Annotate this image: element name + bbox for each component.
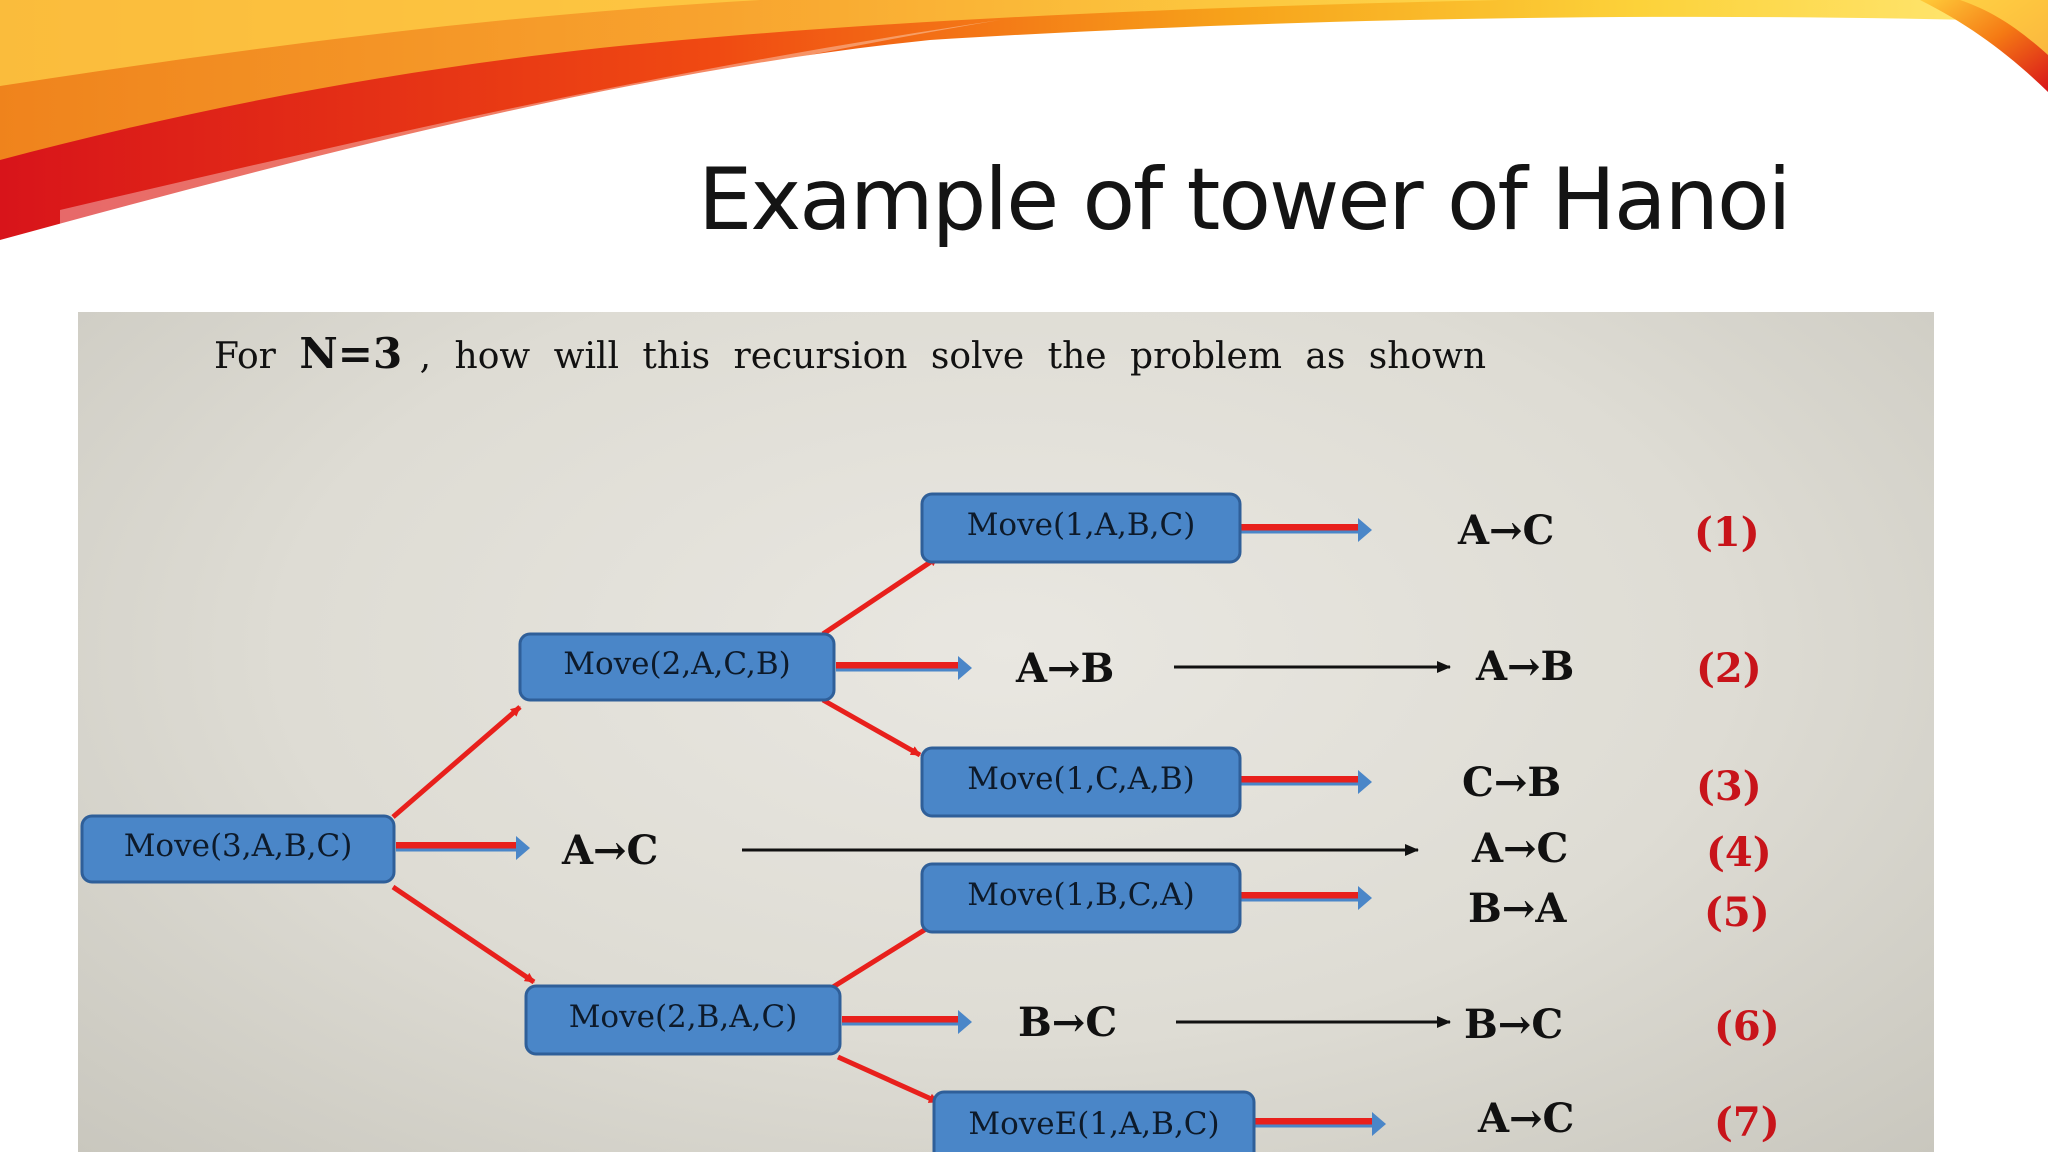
node-label: MoveE(1,A,B,C)	[968, 1106, 1220, 1142]
step-move: B→A	[1468, 885, 1567, 932]
node-move-1-b-c-a	[922, 864, 1240, 932]
arrow-m1abc	[1238, 518, 1372, 542]
node-move-2-a-c-b	[520, 634, 834, 700]
direct-move-ab: A→B	[1016, 645, 1115, 692]
node-move-1-a-b-c	[922, 494, 1240, 562]
step-move: A→C	[1478, 1095, 1575, 1142]
arrow-m2acb	[836, 656, 972, 680]
diagram-heading	[214, 329, 1486, 378]
step-move: A→C	[1458, 507, 1555, 554]
direct-move-ac: A→C	[562, 827, 659, 874]
node-label: Move(2,B,A,C)	[568, 999, 798, 1035]
node-move-2-b-a-c	[526, 986, 840, 1054]
arrow-m2bac	[842, 1010, 972, 1034]
node-label: Move(3,A,B,C)	[123, 828, 353, 864]
step-number: (1)	[1694, 509, 1760, 556]
step-move: A→C	[1472, 825, 1569, 872]
edge-m2bac-to-m1abc2	[838, 1057, 938, 1102]
step-number: (4)	[1706, 829, 1772, 876]
direct-move-bc: B→C	[1018, 999, 1118, 1046]
heading-rest: , how will this recursion solve the problem as shown	[419, 336, 1487, 377]
edge-m3-to-m2bac	[393, 887, 534, 982]
arrow-m3	[396, 836, 530, 860]
step-number: (3)	[1696, 763, 1762, 810]
node-label: Move(1,C,A,B)	[967, 761, 1195, 797]
recursion-tree-diagram	[78, 312, 1934, 1152]
node-move-3-a-b-c	[82, 816, 394, 882]
node-label: Move(1,A,B,C)	[966, 507, 1196, 543]
step-move: B→C	[1464, 1001, 1564, 1048]
carry-arrows	[742, 667, 1450, 1022]
edge-m2bac-to-m1bca	[833, 924, 934, 987]
node-label: Move(1,B,C,A)	[967, 877, 1195, 913]
node-move-1-c-a-b	[922, 748, 1240, 816]
step-move: A→B	[1476, 643, 1575, 690]
step-list	[1457, 507, 1780, 1146]
step-number: (6)	[1714, 1003, 1780, 1050]
arrow-m1bca	[1238, 886, 1372, 910]
edge-m2acb-to-m1cab	[823, 700, 920, 755]
slide-title: Example of tower of Hanoi	[698, 150, 1790, 250]
edge-m2acb-to-m1abc	[823, 557, 938, 634]
step-number: (7)	[1714, 1099, 1780, 1146]
node-move-e-1-a-b-c	[934, 1092, 1254, 1152]
node-label: Move(2,A,C,B)	[563, 646, 791, 682]
step-move: C→B	[1462, 759, 1562, 806]
diagram-panel	[78, 312, 1934, 1152]
heading-for: For	[214, 336, 276, 377]
edge-m3-to-m2acb	[393, 707, 520, 817]
step-number: (2)	[1696, 645, 1762, 692]
arrow-m1cab	[1238, 770, 1372, 794]
arrow-m1abc2	[1252, 1112, 1386, 1136]
heading-n: N=3	[299, 329, 403, 378]
step-number: (5)	[1704, 889, 1770, 936]
